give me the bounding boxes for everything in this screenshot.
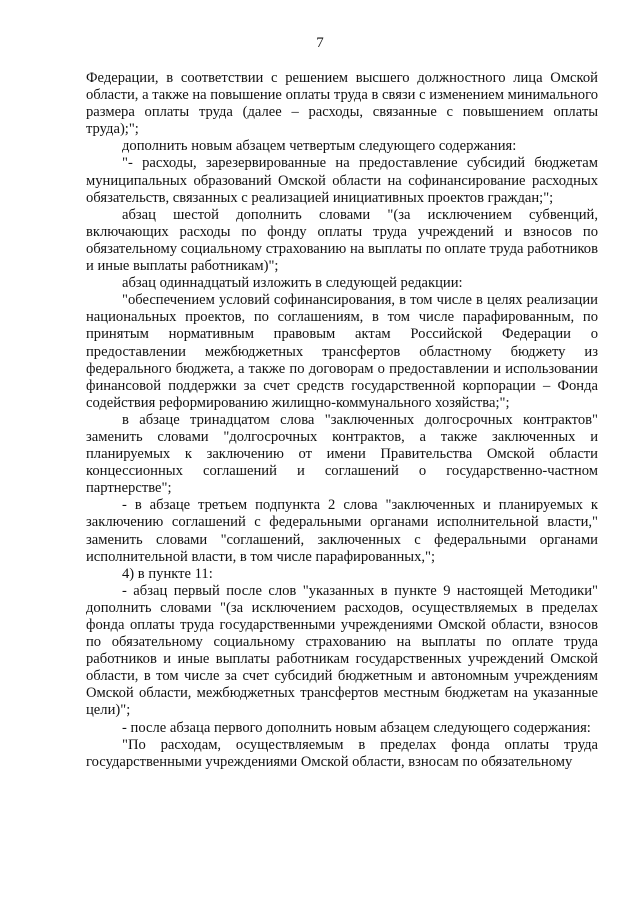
page-number: 7 xyxy=(316,35,324,51)
body-paragraph: Федерации, в соответствии с решением высшего должностного лица Омской области, а также на повышение оплаты труда в связи с изменением минимального размера оплаты труда (далее – расходы, связанные с повышением оплаты труда);"; xyxy=(86,70,598,138)
body-paragraph: - в абзаце третьем подпункта 2 слова "заключенных и планируемых к заключению соглашений с федеральными органами исполнительной власти," заменить словами "соглашений, заключенных с федеральными органами исполнительной власти, в том числе парафированных,"; xyxy=(86,497,598,565)
document-body xyxy=(86,70,598,771)
body-paragraph: 4) в пункте 11: xyxy=(122,565,213,582)
body-paragraph: "- расходы, зарезервированные на предоставление субсидий бюджетам муниципальных образований Омской области на софинансирование расходных обязательств, связанных с реализацией инициативных проектов граждан;"; xyxy=(86,155,598,206)
body-paragraph: абзац шестой дополнить словами "(за исключением субвенций, включающих расходы по фонду оплаты труда учреждений и взносов по обязательному социальному страхованию на выплаты по оплате труда работников и иные выплаты работникам)"; xyxy=(86,206,598,275)
body-paragraph: "По расходам, осуществляемым в пределах фонда оплаты труда государственными учреждениями Омской области, взносам по обязательному xyxy=(86,736,598,770)
body-paragraph: в абзаце тринадцатом слова "заключенных долгосрочных контрактов" заменить словами "долгосрочных контрактов, а также заключенных и планируемых к заключению от имени Правительства Омской области концессионных соглашений и соглашений о государственно-частном партнерстве"; xyxy=(86,411,598,497)
body-paragraph: - после абзаца первого дополнить новым абзацем следующего содержания: xyxy=(122,719,591,736)
body-paragraph: - абзац первый после слов "указанных в пункте 9 настоящей Методики" дополнить словами "(за исключением расходов, осуществляемых в пределах фонда оплаты труда государственными учреждениями Омской области, взносов по обязательному социальному страхованию на выплаты по оплате труда работников и иные выплаты работникам государственных учреждений Омской области, в том числе за счет субсидий бюджетным и автономным учреждениям Омской области, межбюджетных трансфертов местным бюджетам на указанные цели)"; xyxy=(86,582,598,719)
body-paragraph: абзац одиннадцатый изложить в следующей редакции: xyxy=(122,275,463,292)
body-paragraph: дополнить новым абзацем четвертым следующего содержания: xyxy=(122,138,517,155)
body-paragraph: "обеспечением условий софинансирования, в том числе в целях реализации национальных проектов, по соглашениям, в том числе парафированным, по принятым нормативным правовым актам Российской Федерации о предоставлении межбюджетных трансфертов областному бюджету из федерального бюджета, а также по договорам о предоставлении и использовании финансовой поддержки за счет средств государственной корпорации – Фонда содействия реформированию жилищно-коммунального хозяйства;"; xyxy=(86,292,598,411)
